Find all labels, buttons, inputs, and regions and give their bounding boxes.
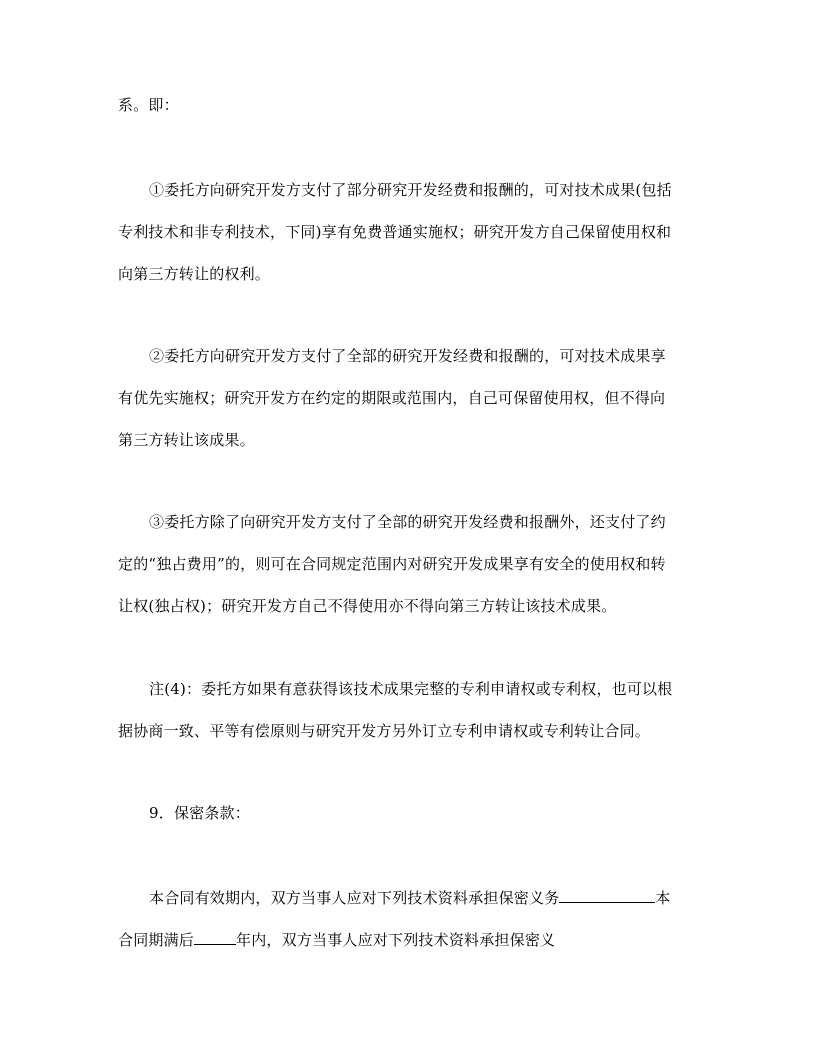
- clause-2-line-3: 第三方转让该成果。: [118, 431, 255, 449]
- clause-3-line-2: 定的“独占费用”的，则可在合同规定范围内对研究开发成果享有安全的使用权和转: [118, 555, 666, 573]
- para-continuation: 系。即：: [118, 96, 179, 114]
- confidentiality-line-2: [118, 928, 555, 950]
- clause-1-line-2: 专利技术和非专利技术，下同)享有免费普通实施权；研究开发方自己保留使用权和: [118, 223, 672, 241]
- clause-2-line-1: ②委托方向研究开发方支付了全部的研究开发经费和报酬的，可对技术成果享: [149, 347, 666, 365]
- section-9-heading: 9．保密条款：: [149, 804, 250, 822]
- clause-2-line-2: 有优先实施权；研究开发方在约定的期限或范围内，自己可保留使用权，但不得向: [118, 389, 666, 407]
- clause-3-line-3: 让权(独占权)；研究开发方自己不得使用亦不得向第三方转让该技术成果。: [118, 597, 617, 615]
- clause-1-line-3: 向第三方转让的权利。: [118, 265, 271, 283]
- confidentiality-text-4: 年内，双方当事人应对下列技术资料承担保密义: [236, 931, 556, 949]
- clause-1-line-1: ①委托方向研究开发方支付了部分研究开发经费和报酬的，可对技术成果(包括: [149, 181, 672, 199]
- clause-3-line-1: ③委托方除了向研究开发方支付了全部的研究开发经费和报酬外，还支付了约: [149, 513, 666, 531]
- note-4-line-2: 据协商一致、平等有偿原则与研究开发方另外订立专利申请权或专利转让合同。: [118, 722, 651, 740]
- note-4-line-1: 注(4)：委托方如果有意获得该技术成果完整的专利申请权或专利权，也可以根: [149, 680, 673, 698]
- confidentiality-text-2: 本: [655, 889, 671, 907]
- confidentiality-text-3: 合同期满后: [118, 931, 195, 949]
- blank-field-technical-materials[interactable]: [559, 886, 655, 903]
- blank-field-years[interactable]: [194, 928, 236, 945]
- confidentiality-line-1: [149, 886, 671, 908]
- confidentiality-text-1: 本合同有效期内，双方当事人应对下列技术资料承担保密义务: [149, 889, 560, 907]
